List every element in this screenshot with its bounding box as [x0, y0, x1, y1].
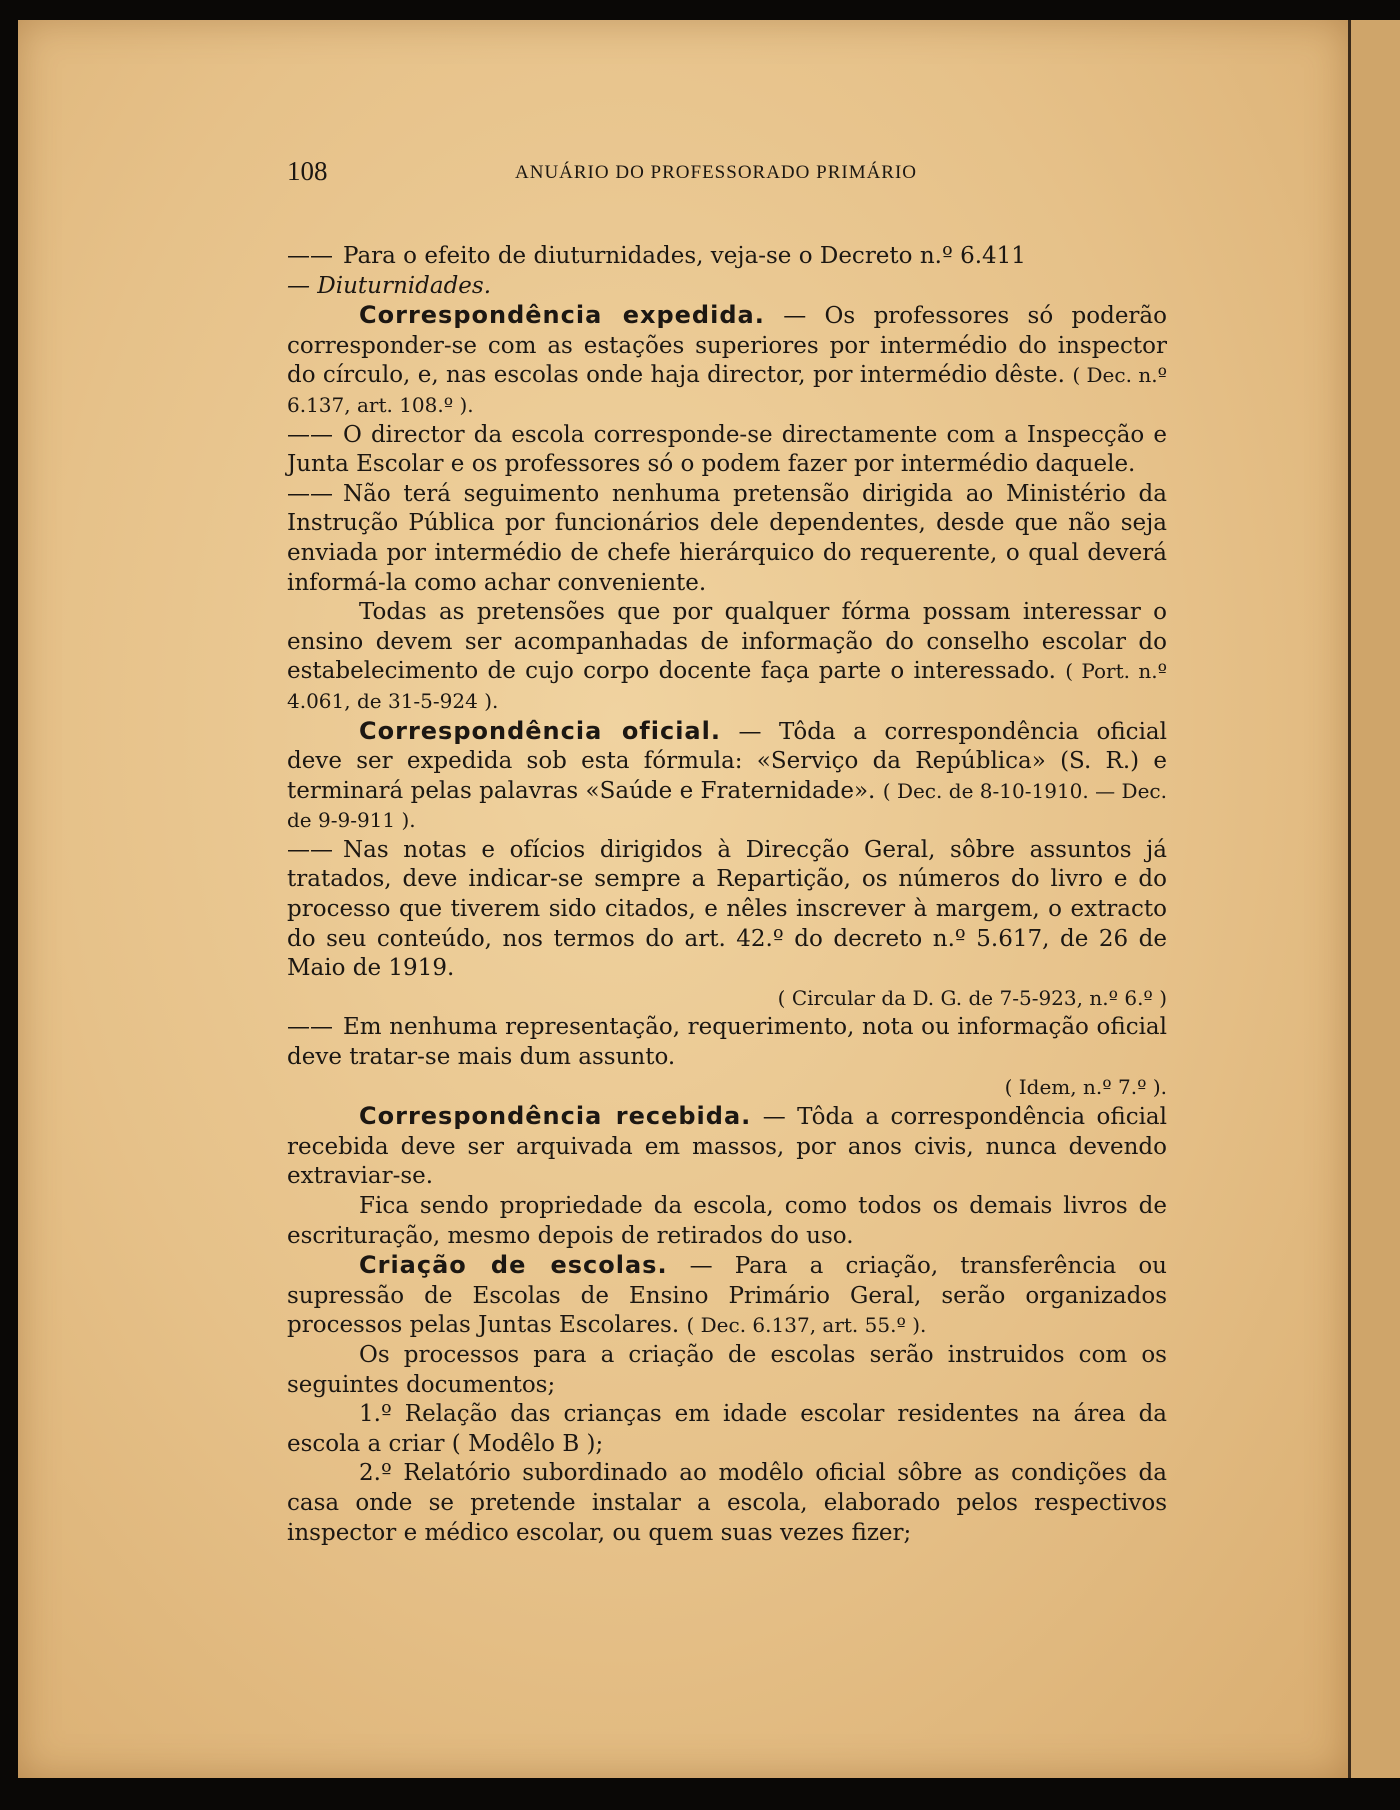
- legal-reference: ( Dec. 6.137, art. 55.º ).: [686, 1313, 927, 1338]
- paragraph: Criação de escolas. — Para a criação, transferência ou supressão de Escolas de Ensino Primário Geral, serão organizados processos pelas Juntas Escolares. ( Dec. 6.137, art. 55.º ).: [287, 1251, 1167, 1339]
- list-item: 1.º Relação das crianças em idade escolar residentes na área da escola a criar ( Modêlo B );: [287, 1401, 1167, 1457]
- section-heading: Correspondência oficial.: [359, 716, 721, 745]
- dash-rule: [287, 243, 333, 269]
- dash-rule: [287, 1014, 333, 1040]
- paragraph: Correspondência recebida. — Tôda a correspondência oficial recebida deve ser arquivada em massos, por anos civis, nunca devendo extraviar-se.: [287, 1102, 1167, 1190]
- paragraph: Correspondência oficial. — Tôda a correspondência oficial deve ser expedida sob esta fórmula: «Serviço da República» (S. R.) e terminará pelas palavras «Saúde e Fraternidade». ( Dec. de 8-10-1910. — Dec. de 9-9-911 ).: [287, 716, 1167, 833]
- paragraph-reference: [287, 984, 1167, 1014]
- legal-reference: ( Idem, n.º 7.º ).: [1004, 1074, 1167, 1099]
- paragraph: —— O director da escola corresponde-se directamente com a Inspecção e Junta Escolar e os professores só o podem fazer por intermédio daquele.: [287, 421, 1167, 480]
- legal-reference: ( Circular da D. G. de 7-5-923, n.º 6.º ): [777, 985, 1167, 1010]
- legal-reference: ( Port. n.º 4.061, de 31-5-924 ).: [287, 659, 1167, 713]
- section-heading: Correspondência expedida.: [359, 301, 765, 330]
- legal-reference: ( Dec. n.º 6.137, art. 108.º ).: [287, 363, 1168, 417]
- page-edge: [1348, 20, 1400, 1778]
- paragraph: —— Em nenhuma representação, requerimento, nota ou informação oficial deve tratar-se mais dum assunto.: [287, 1013, 1167, 1072]
- running-title: ANUÁRIO DO PROFESSORADO PRIMÁRIO: [515, 162, 918, 183]
- paragraph-reference: [287, 1073, 1167, 1103]
- legal-reference: ( Dec. de 8-10-1910. — Dec. de 9-9-911 ).: [287, 778, 1167, 833]
- reference: — Diuturnidades.: [287, 272, 492, 299]
- section-heading: Correspondência recebida.: [359, 1102, 752, 1131]
- dash-rule: [287, 481, 333, 507]
- paragraph: —— Para o efeito de diuturnidades, veja-se o Decreto n.º 6.411 — Diuturnidades.: [287, 242, 1167, 301]
- paragraph: Fica sendo propriedade da escola, como todos os demais livros de escrituração, mesmo depois de retirados do uso.: [287, 1193, 1167, 1249]
- page-number: 108: [287, 156, 328, 186]
- paragraph: Correspondência expedida. — Os professores só poderão corresponder-se com as estações superiores por intermédio do inspector do círculo, e, nas escolas onde haja director, por intermédio dêste. ( Dec. n.º 6.137, art. 108.º ).: [287, 301, 1168, 417]
- paragraph: Todas as pretensões que por qualquer fórma possam interessar o ensino devem ser acompanhadas de informação do conselho escolar do estabelecimento de cujo corpo docente faça parte o interessado. ( Port. n.º 4.061, de 31-5-924 ).: [287, 599, 1167, 713]
- dash-rule: [287, 422, 333, 448]
- dash-rule: [287, 837, 333, 863]
- paragraph: —— Não terá seguimento nenhuma pretensão dirigida ao Ministério da Instrução Pública por funcionários dele dependentes, desde que não seja enviada por intermédio de chefe hierárquico do requerente, o qual deverá informá-la como achar conveniente.: [287, 480, 1167, 598]
- list-item: 2.º Relatório subordinado ao modêlo oficial sôbre as condições da casa onde se pretende instalar a escola, elaborado pelos respectivos inspector e médico escolar, ou quem suas vezes fizer;: [287, 1460, 1167, 1546]
- document-body: [287, 242, 1167, 1548]
- section-heading: Criação de escolas.: [359, 1251, 668, 1280]
- paragraph: —— Nas notas e ofícios dirigidos à Direcção Geral, sôbre assuntos já tratados, deve indicar-se sempre a Repartição, os números do livro e do processo que tiverem sido citados, e nêles inscrever à margem, o extracto do seu conteúdo, nos termos do art. 42.º do decreto n.º 5.617, de 26 de Maio de 1919.: [287, 836, 1167, 984]
- paragraph: Os processos para a criação de escolas serão instruidos com os seguintes documentos;: [287, 1341, 1167, 1398]
